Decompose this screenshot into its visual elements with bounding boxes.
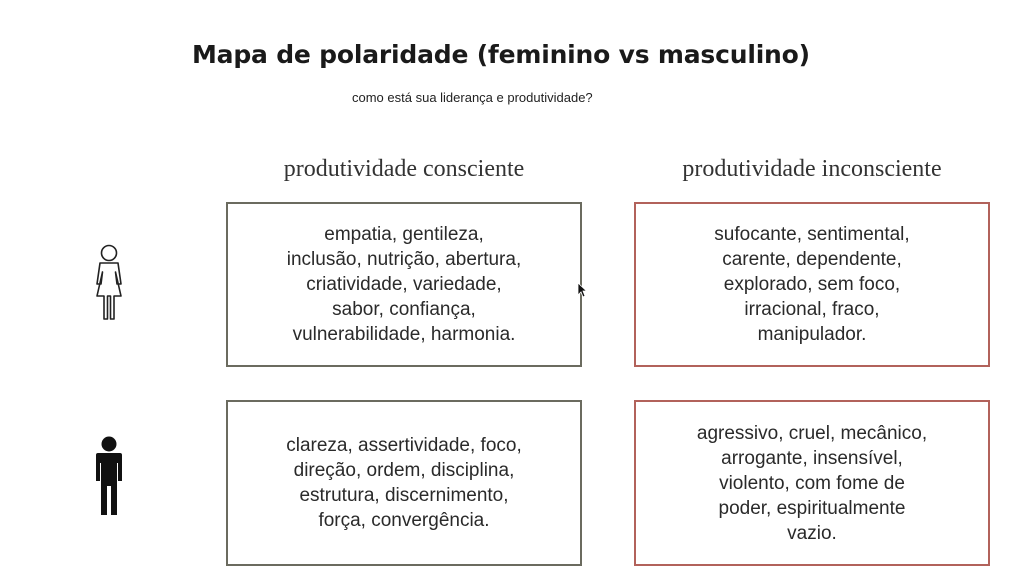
feminine-conscious-text: empatia, gentileza, inclusão, nutrição, abertura, criatividade, variedade, sabor, confiança, vulnerabilidade, harmonia. — [286, 224, 522, 345]
masculine-conscious-text: clareza, assertividade, foco, direção, ordem, disciplina, estrutura, discernimento, força, convergência. — [286, 435, 522, 531]
masculine-unconscious-box — [634, 400, 990, 566]
male-figure-icon — [90, 436, 128, 521]
column-header-unconscious: produtividade inconsciente — [682, 156, 942, 182]
page-title: Mapa de polaridade (feminino vs masculino) — [192, 40, 810, 69]
mouse-cursor-icon — [577, 282, 587, 303]
female-figure-icon — [88, 244, 130, 327]
column-header-conscious: produtividade consciente — [283, 156, 525, 182]
feminine-unconscious-text: sufocante, sentimental, carente, dependente, explorado, sem foco, irracional, fraco, manipulador. — [714, 224, 910, 345]
feminine-unconscious-box — [634, 202, 990, 367]
masculine-unconscious-text: agressivo, cruel, mecânico, arrogante, insensível, violento, com fome de poder, espiritualmente vazio. — [696, 422, 928, 544]
feminine-conscious-box — [226, 202, 582, 367]
masculine-conscious-box — [226, 400, 582, 566]
page-subtitle: como está sua liderança e produtividade? — [352, 90, 593, 105]
